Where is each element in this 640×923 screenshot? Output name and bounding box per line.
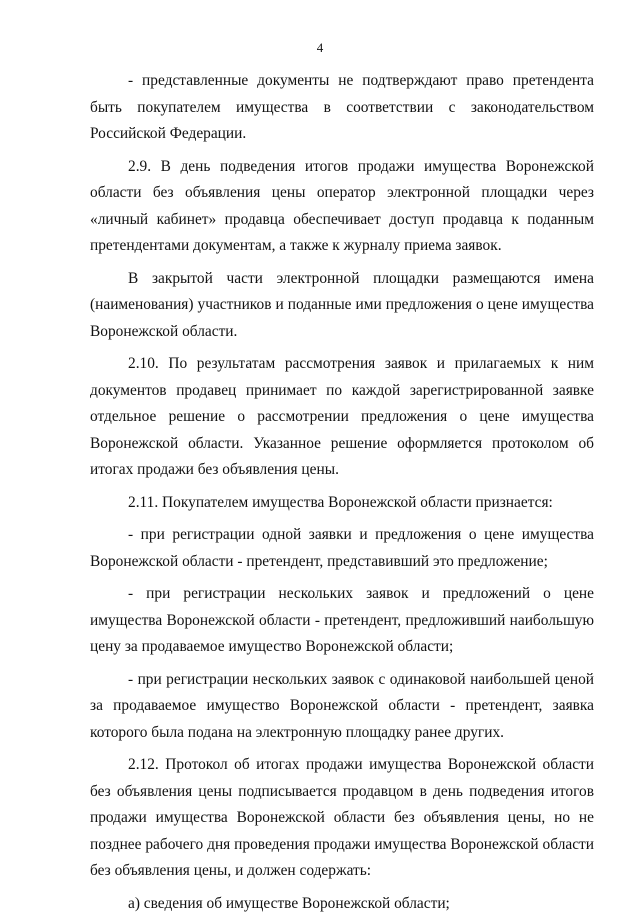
page-number: 4	[316, 40, 324, 55]
document-body	[90, 68, 594, 923]
paragraph-6: - при регистрации одной заявки и предложения о цене имущества Воронежской области - претендент, представивший это предложение;	[90, 526, 594, 570]
paragraph-5: 2.11. Покупателем имущества Воронежской области признается:	[128, 493, 553, 511]
paragraph-1: - представленные документы не подтверждают право претендента быть покупателем имущества в соответствии с законодательством Российской Федерации.	[90, 72, 594, 142]
paragraph-3: В закрытой части электронной площадки размещаются имена (наименования) участников и поданные ими предложения о цене имущества Воронежской области.	[90, 269, 594, 340]
paragraph-10: а) сведения об имуществе Воронежской области;	[128, 894, 450, 912]
paragraph-9: 2.12. Протокол об итогах продажи имущества Воронежской области без объявления цены подписывается продавцом в день подведения итогов продажи имущества Воронежской области без объявления цены, но не позднее рабочего дня проведения продажи имущества Воронежской области без объявления цены, и должен содержать:	[90, 756, 594, 879]
paragraph-7: - при регистрации нескольких заявок и предложений о цене имущества Воронежской области - претендент, предложивший наибольшую цену за продаваемое имущество Воронежской области;	[90, 585, 594, 655]
paragraph-4: 2.10. По результатам рассмотрения заявок и прилагаемых к ним документов продавец принимает по каждой зарегистрированной заявке отдельное решение о рассмотрении предложения о цене имущества Воронежской области. Указанное решение оформляется протоколом об итогах продажи без объявления цены.	[90, 355, 594, 478]
paragraph-2: 2.9. В день подведения итогов продажи имущества Воронежской области без объявления цены оператор электронной площадки через «личный кабинет» продавца обеспечивает доступ продавца к поданным претендентами документам, а также к журналу приема заявок.	[90, 157, 594, 254]
paragraph-8: - при регистрации нескольких заявок с одинаковой наибольшей ценой за продаваемое имущество Воронежской области - претендент, заявка которого была подана на электронную площадку ранее других.	[90, 670, 594, 741]
